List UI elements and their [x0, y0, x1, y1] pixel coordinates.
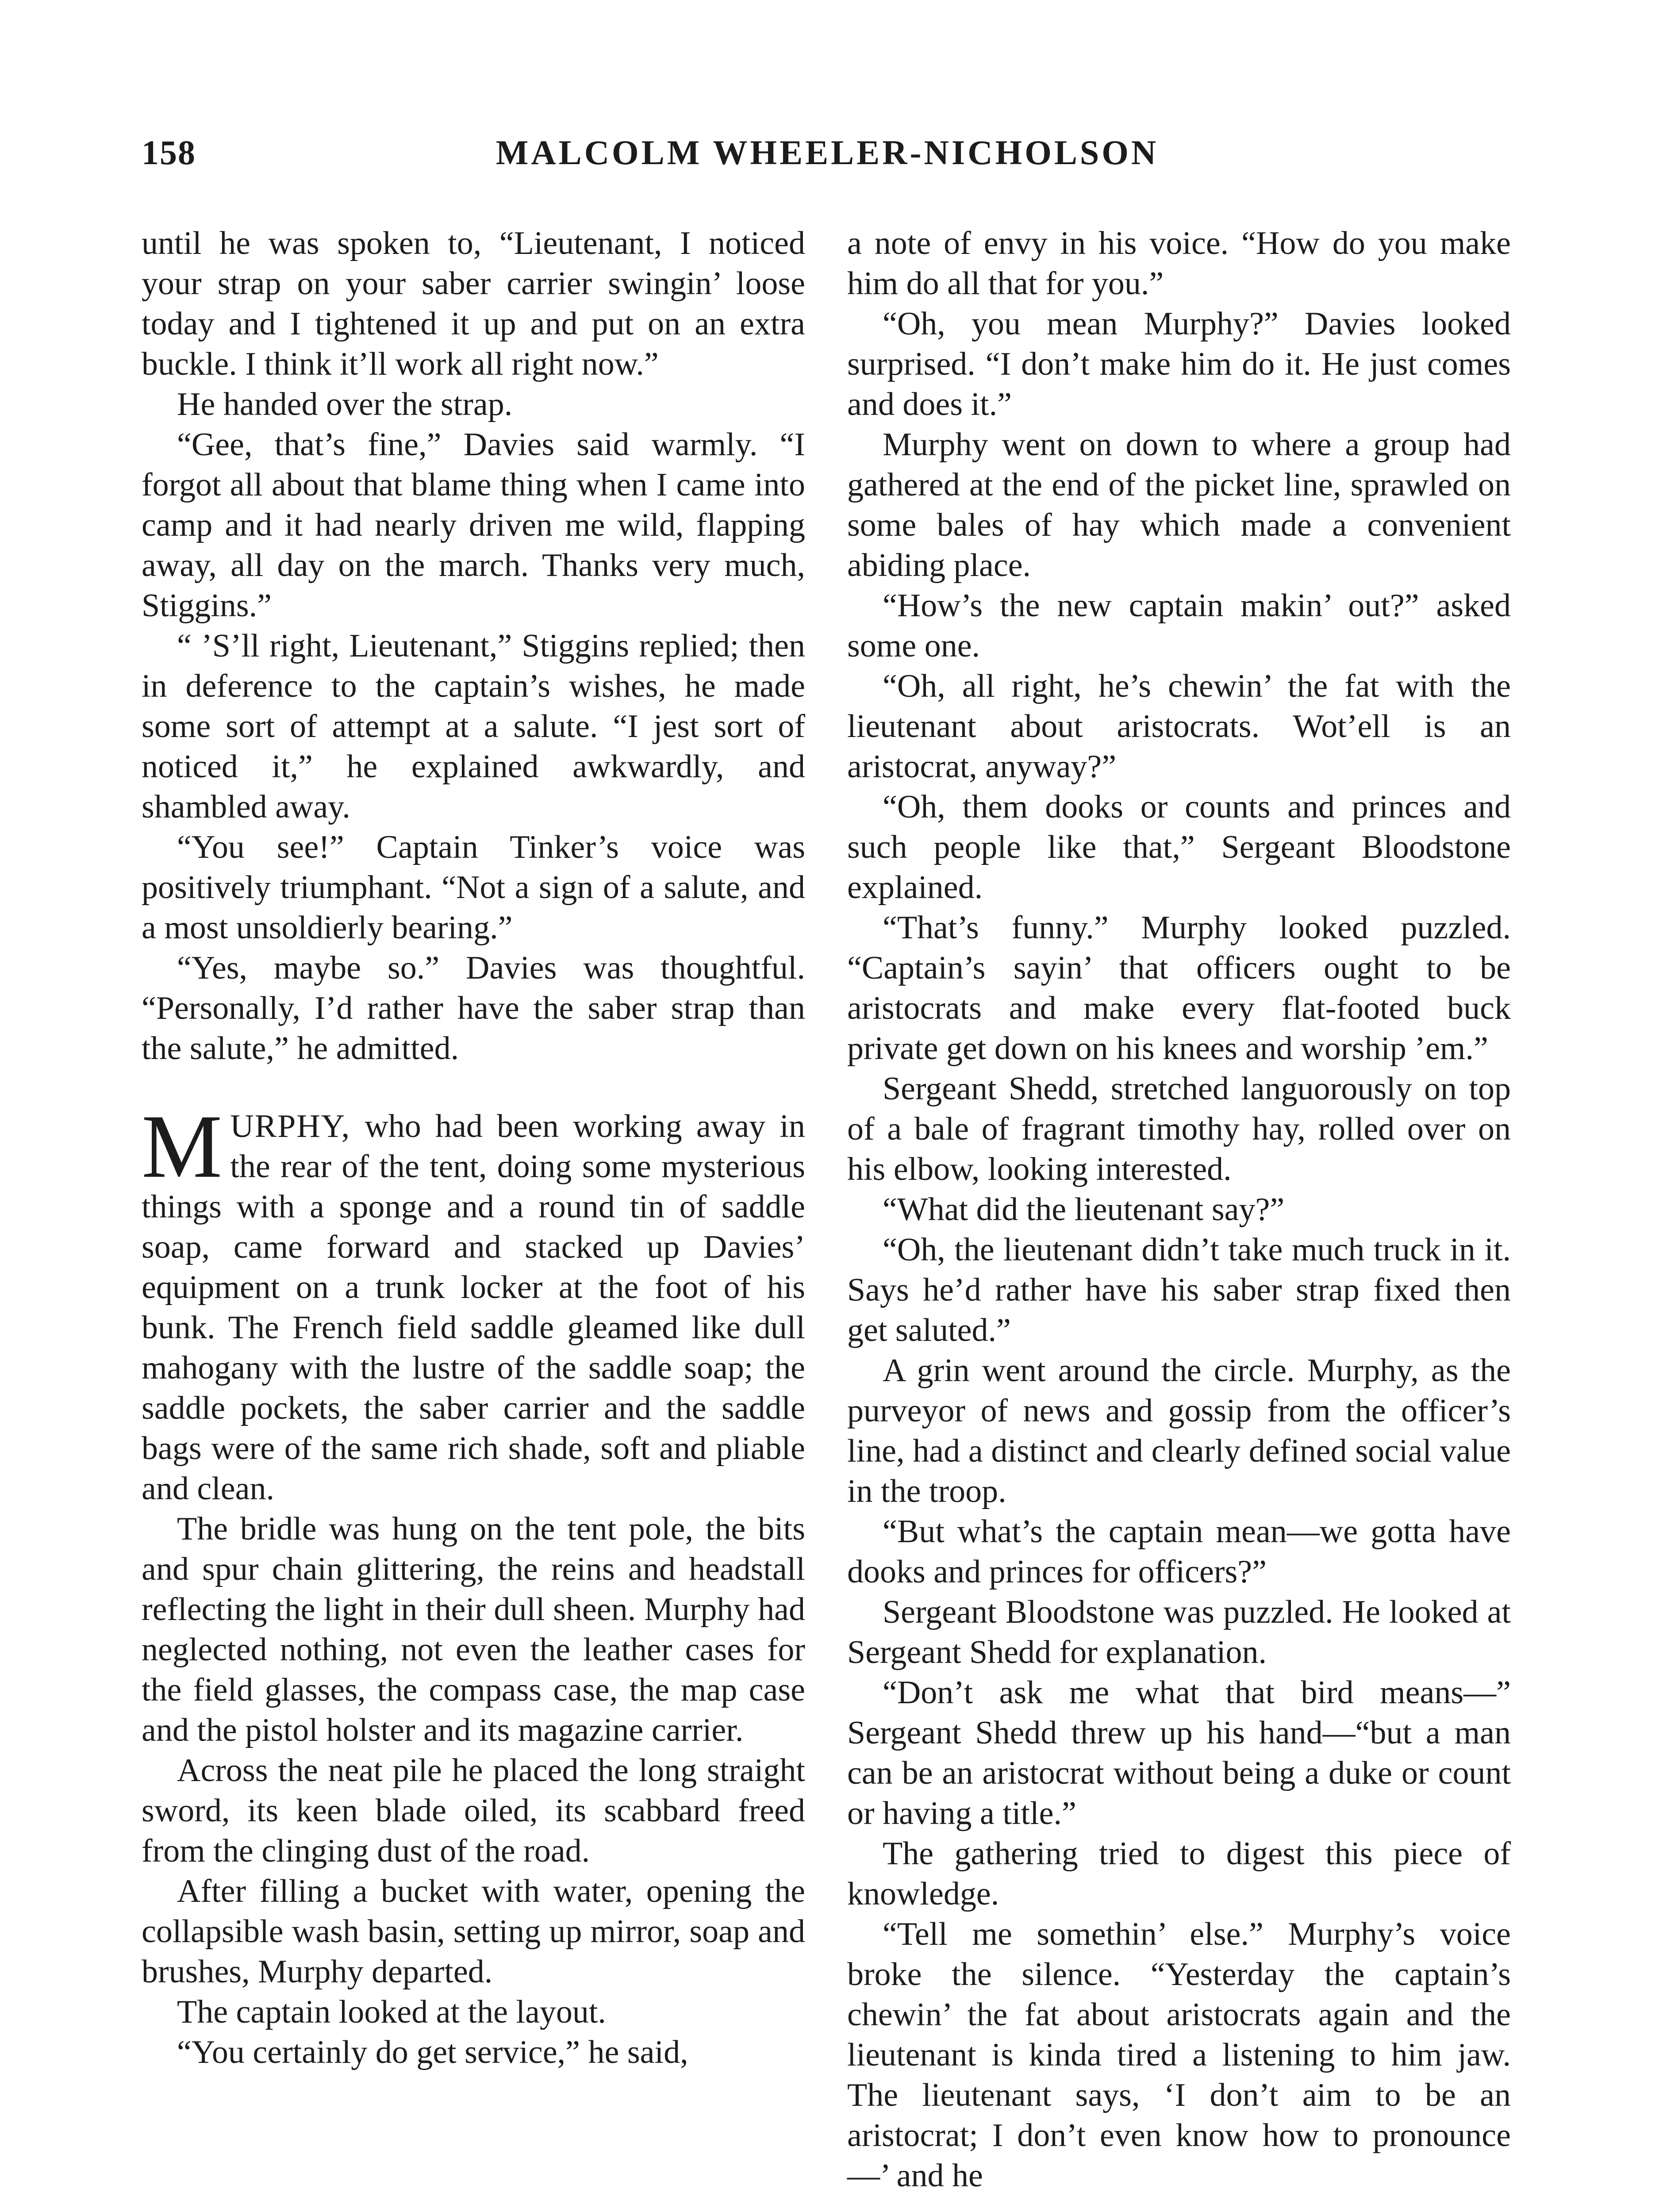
- left-column: [142, 223, 805, 2073]
- paragraph: “How’s the new captain makin’ out?” asked some one.: [847, 588, 1511, 664]
- paragraph: The captain looked at the layout.: [177, 1994, 606, 2030]
- section-opening-paragraph: [142, 1096, 805, 1509]
- paragraph: He handed over the strap.: [177, 386, 513, 422]
- section-lead-word: URPHY,: [230, 1108, 351, 1144]
- paragraph: A grin went around the circle. Murphy, as the purveyor of news and gossip from the officer’s line, had a distinct and clearly defined social value in the troop.: [847, 1352, 1511, 1509]
- drop-cap: M: [142, 1096, 223, 1197]
- paragraph: until he was spoken to, “Lieutenant, I noticed your strap on your saber carrier swingin’ loose today and I tightened it up and put on an extra buckle. I think it’ll work all right now.”: [142, 225, 805, 382]
- paragraph: Across the neat pile he placed the long straight sword, its keen blade oiled, its scabbard freed from the clinging dust of the road.: [142, 1752, 805, 1869]
- paragraph: “ ’S’ll right, Lieutenant,” Stiggins replied; then in deference to the captain’s wishes, he made some sort of attempt at a salute. “I jest sort of noticed it,” he explained awkwardly, and shambled away.: [142, 628, 805, 825]
- paragraph: “Gee, that’s fine,” Davies said warmly. “I forgot all about that blame thing when I came into camp and it had nearly driven me wild, flapping away, all day on the march. Thanks very much, Stiggins.”: [142, 426, 805, 624]
- paragraph: “Tell me somethin’ else.” Murphy’s voice broke the silence. “Yesterday the captain’s chewin’ the fat about aristocrats again and the lieutenant is kinda tired a listening to him jaw. The lieutenant says, ‘I don’t aim to be an aristocrat; I don’t even know how to pronounce—’ and he: [847, 1916, 1511, 2194]
- paragraph: “Oh, you mean Murphy?” Davies looked surprised. “I don’t make him do it. He just comes and does it.”: [847, 306, 1511, 422]
- paragraph: “But what’s the captain mean—we gotta have dooks and princes for officers?”: [847, 1513, 1511, 1590]
- paragraph: Sergeant Bloodstone was puzzled. He looked at Sergeant Shedd for explanation.: [847, 1594, 1511, 1671]
- paragraph: “Oh, them dooks or counts and princes and such people like that,” Sergeant Bloodstone explained.: [847, 789, 1511, 906]
- page-number: 158: [142, 133, 196, 172]
- running-head: MALCOLM WHEELER-NICHOLSON: [495, 133, 1159, 172]
- paragraph: After filling a bucket with water, opening the collapsible wash basin, setting up mirror, soap and brushes, Murphy departed.: [142, 1873, 805, 1990]
- paragraph: “What did the lieutenant say?”: [883, 1191, 1285, 1228]
- page-header: [142, 133, 1513, 181]
- paragraph: The bridle was hung on the tent pole, the bits and spur chain glittering, the reins and headstall reflecting the light in their dull sheen. Murphy had neglected nothing, not even the leather cases for the field glasses, the compass case, the map case and the pistol holster and its magazine carrier.: [142, 1511, 805, 1748]
- paragraph: a note of envy in his voice. “How do you make him do all that for you.”: [847, 225, 1511, 302]
- right-column: [847, 223, 1511, 2196]
- paragraph: Murphy went on down to where a group had gathered at the end of the picket line, sprawled on some bales of hay which made a convenient abiding place.: [847, 426, 1511, 584]
- section-first-text: who had been working away in the rear of the tent, doing some mysterious things with a sponge and a round tin of saddle soap, came forward and stacked up Davies’ equipment on a trunk locker at the foot of his bunk. The French field saddle gleamed like dull mahogany with the lustre of the saddle soap; the saddle pockets, the saber carrier and the saddle bags were of the same rich shade, soft and pliable and clean.: [142, 1108, 805, 1507]
- paragraph: “Oh, all right, he’s chewin’ the fat with the lieutenant about aristocrats. Wot’ell is an aristocrat, anyway?”: [847, 668, 1511, 785]
- paragraph: “Oh, the lieutenant didn’t take much truck in it. Says he’d rather have his saber strap fixed then get saluted.”: [847, 1232, 1511, 1348]
- paragraph: “You see!” Captain Tinker’s voice was positively triumphant. “Not a sign of a salute, and a most unsoldierly bearing.”: [142, 829, 805, 946]
- paragraph: “Yes, maybe so.” Davies was thoughtful. “Personally, I’d rather have the saber strap than the salute,” he admitted.: [142, 950, 805, 1067]
- paragraph: “You certainly do get service,” he said,: [177, 2034, 688, 2070]
- paragraph: “Don’t ask me what that bird means—” Sergeant Shedd threw up his hand—“but a man can be an aristocrat without being a duke or count or having a title.”: [847, 1674, 1511, 1832]
- paragraph: “That’s funny.” Murphy looked puzzled. “Captain’s sayin’ that officers ought to be aristocrats and make every flat-footed buck private get down on his knees and worship ’em.”: [847, 910, 1511, 1067]
- paragraph: Sergeant Shedd, stretched languorously on top of a bale of fragrant timothy hay, rolled over on his elbow, looking interested.: [847, 1071, 1511, 1187]
- paragraph: The gathering tried to digest this piece of knowledge.: [847, 1836, 1511, 1912]
